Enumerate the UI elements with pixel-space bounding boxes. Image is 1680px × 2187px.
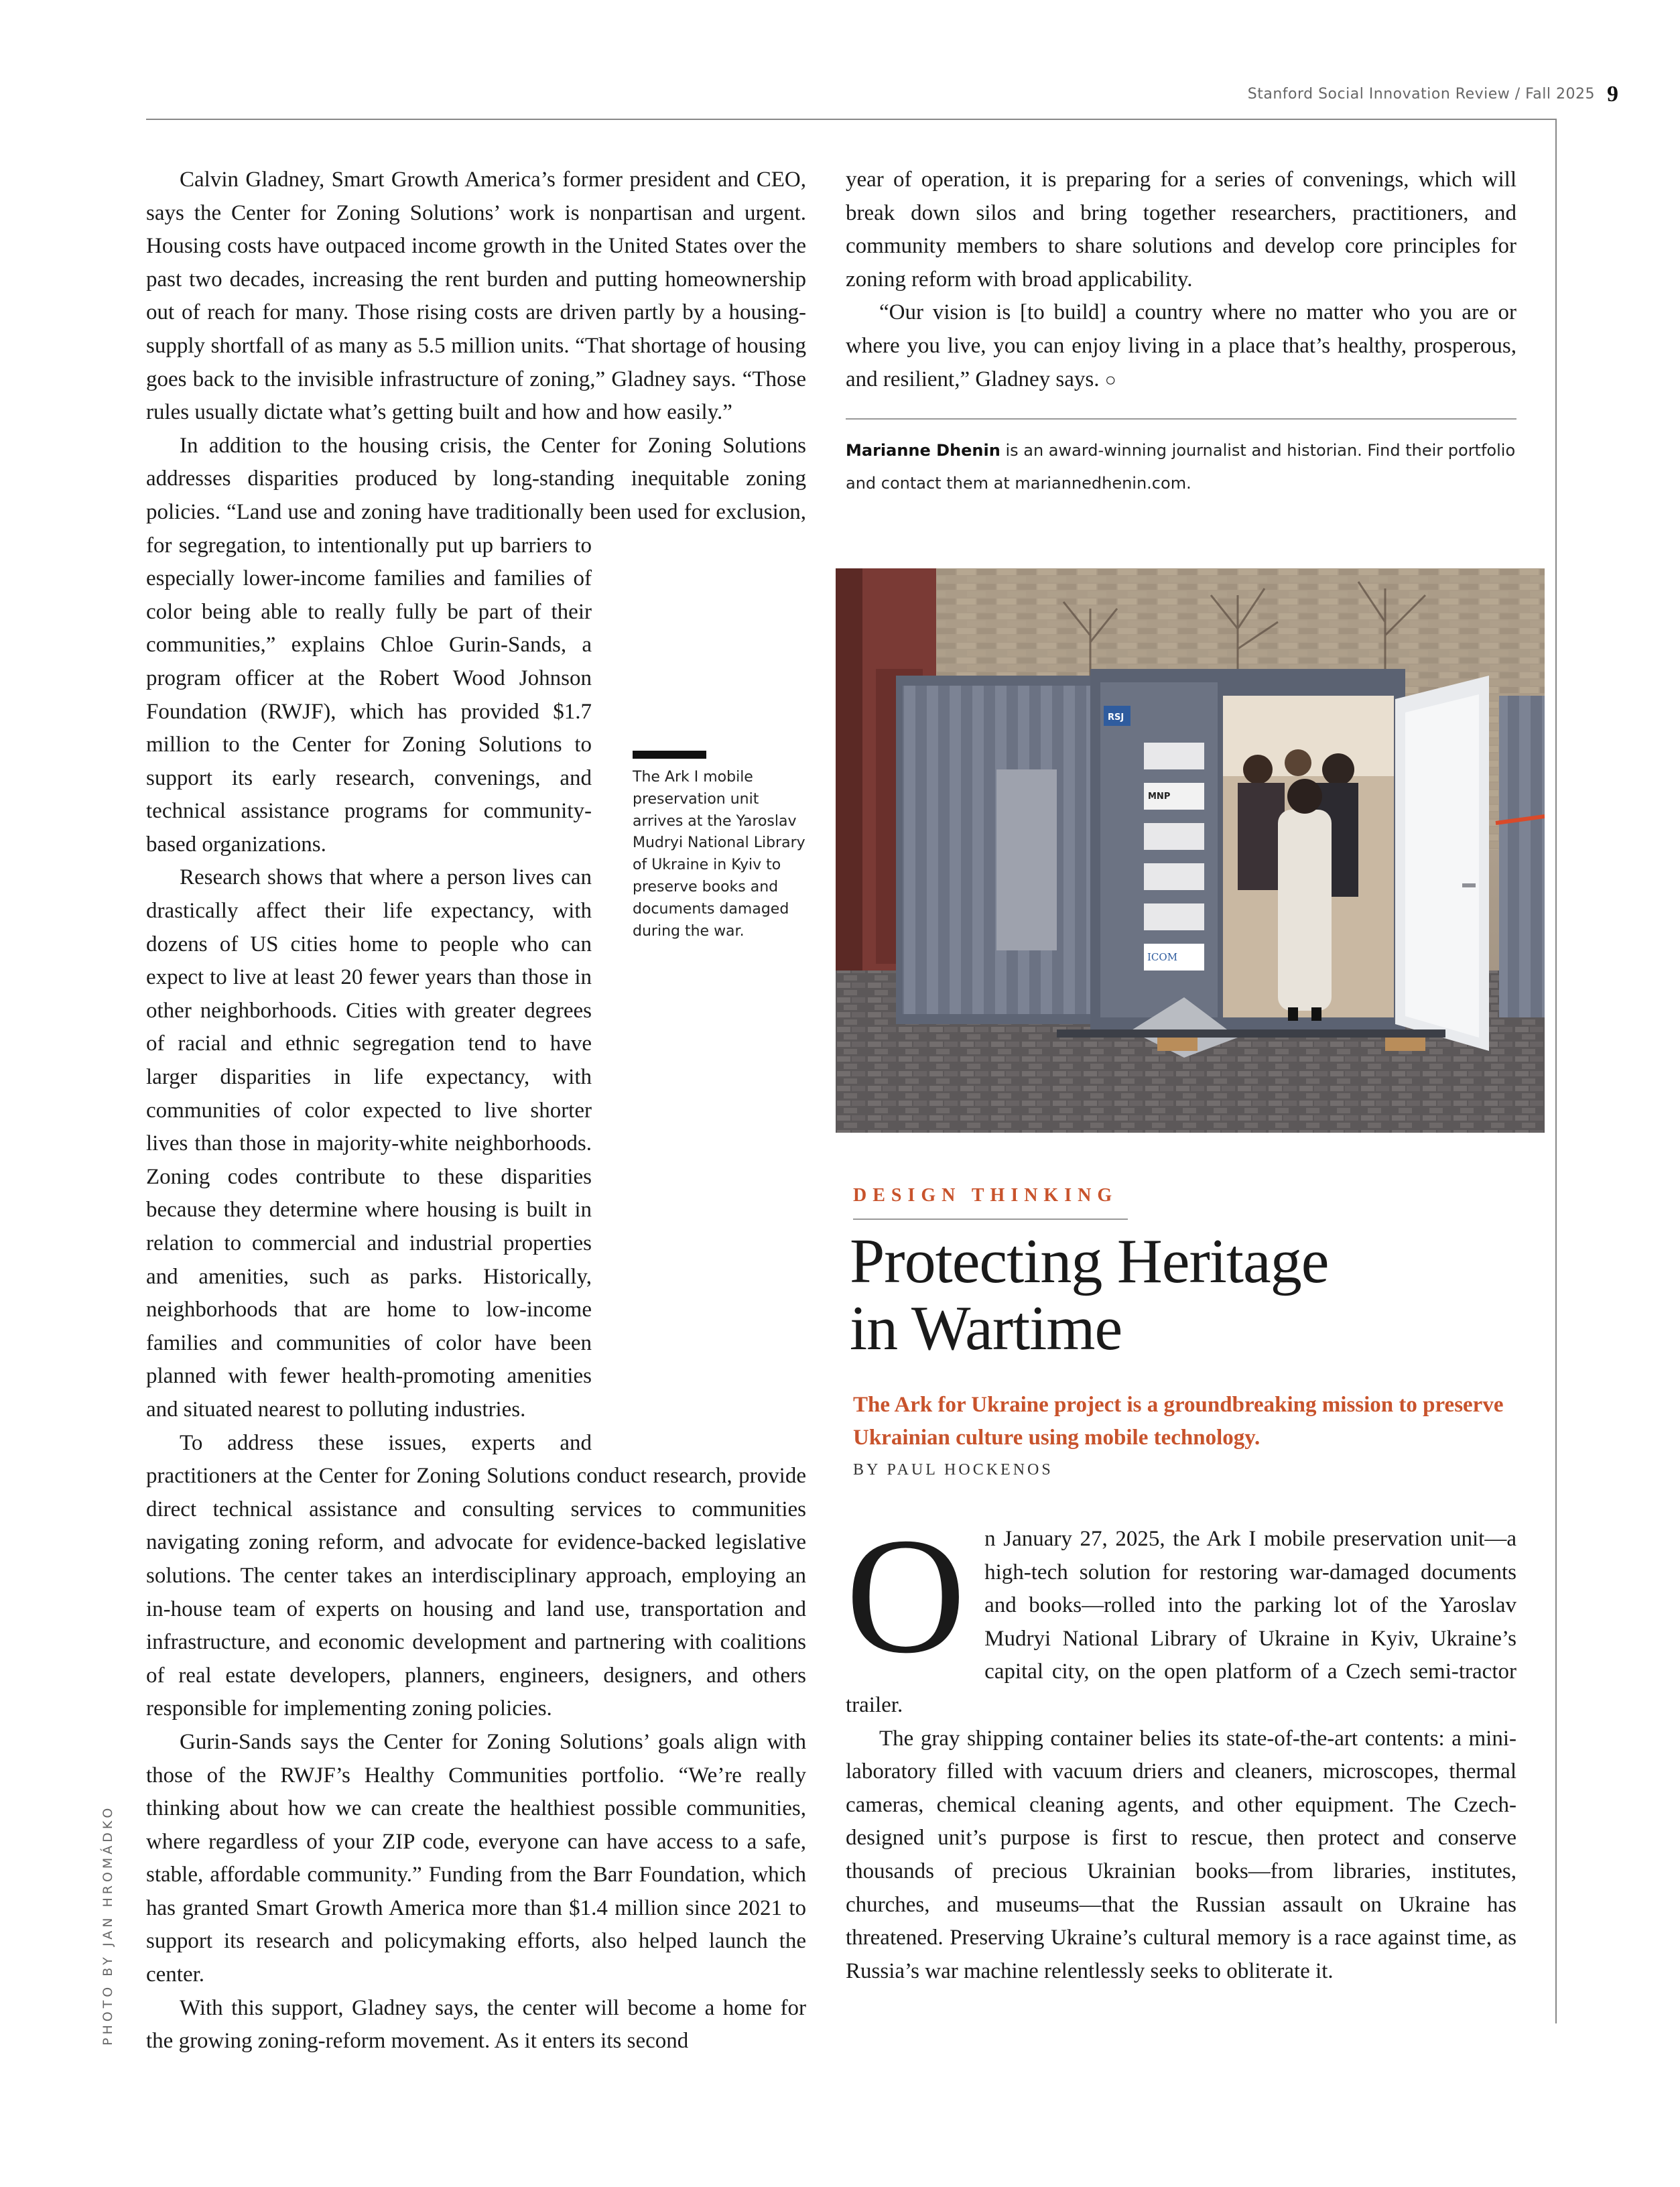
- end-mark-icon: ○: [1104, 369, 1116, 391]
- page-number: 9: [1607, 82, 1618, 107]
- headline-line: in Wartime: [850, 1294, 1122, 1363]
- first-paragraph-text: n January 27, 2025, the Ark I mobile preservation unit—a high-tech solution for restoring war-damaged documents and books—rolled into the parking lot of the Yaroslav Mudryi National Library of Ukraine in Kyiv, Ukraine’s capital city, on the open platform of a Czech semi-tractor trailer.: [846, 1527, 1516, 1717]
- article-dek: The Ark for Ukraine project is a groundbreaking mission to preserve Ukrainian culture using mobile technology.: [853, 1393, 1504, 1450]
- body-paragraph: With this support, Gladney says, the center will become a home for the growing zoning-reform movement. As it enters its second: [146, 1995, 806, 2054]
- bio-text: is an award-winning journalist and historian. Find their portfolio and contact them at mariannedhenin.com.: [846, 441, 1516, 493]
- caption-text: The Ark I mobile preservation unit arrives at the Yaroslav Mudryi National Library of Ukraine in Kyiv to preserve books and documents damaged during the war.: [633, 769, 805, 940]
- body-paragraph: The gray shipping container belies its state-of-the-art contents: a mini-laboratory filled with vacuum driers and cleaners, microscopes, thermal cameras, chemical cleaning agents, and other equipment. The Czech-designed unit’s purpose is first to rescue, then protect and conserve thousands of precious Ukrainian books—from libraries, institutes, churches, and museums—that the Russian assault on Ukraine has threatened. Preserving Ukraine’s cultural memory is a race against time, as Russia’s war machine relentlessly seeks to obliterate it.: [846, 1726, 1516, 1983]
- icom-label: ICOM: [1147, 951, 1178, 963]
- photo-caption: [633, 751, 814, 942]
- body-paragraph: In addition to the housing crisis, the Center for Zoning Solutions addresses disparities produced by long-standing inequitable zoning policies. “Land use and zoning have traditionally been used for exclusion, for segregation, to intentionally put up barriers to especially lower-income families and families of color being able to really fully be part of their communities,” explains Chloe Gurin-Sands, a program officer at the Robert Wood Johnson Foundation (RWJF), which has provided $1.7 million to the Center for Zoning Solutions to support its early research, convenings, and technical assistance programs for community-based organizations.: [146, 433, 806, 857]
- article-body: [846, 1503, 1516, 1988]
- right-margin-rule: [1555, 119, 1557, 2023]
- caption-bar: [633, 751, 706, 759]
- body-paragraph-text: “Our vision is [to build] a country where no matter who you are or where you live, you can enjoy living in a place that’s healthy, prosperous, and resilient,” Gladney says.: [846, 300, 1516, 391]
- photo-credit: PHOTO BY JAN HROMÁDKO: [101, 1804, 115, 2046]
- ark-container-photo: [836, 568, 1545, 1133]
- author-bio: [846, 434, 1516, 500]
- body-paragraph: [846, 1503, 1516, 1723]
- byline: BY PAUL HOCKENOS: [853, 1461, 1053, 1479]
- body-paragraph: year of operation, it is preparing for a series of convenings, which will break down silos and bring together researchers, practitioners, and community members to share solutions and develop core principles for zoning reform with broad applicability.: [846, 168, 1516, 292]
- headline-line: Protecting Heritage: [850, 1227, 1329, 1296]
- article-headline: [850, 1228, 1553, 1362]
- body-paragraph: Calvin Gladney, Smart Growth America’s former president and CEO, says the Center for Zoning Solutions’ work is nonpartisan and urgent. Housing costs have outpaced income growth in the United States over the past two decades, increasing the rent burden and putting homeownership out of reach for many. Those rising costs are driven partly by a housing-supply shortfall of as many as 5.5 million units. “That shortage of housing goes back to the invisible infrastructure of zoning,” Gladney says. “Those rules usually dictate what’s getting built and how and how easily.”: [146, 168, 806, 425]
- drop-cap: O: [846, 1503, 966, 1688]
- body-paragraph: Gurin-Sands says the Center for Zoning Solutions’ goals align with those of the RWJF’s Healthy Communities portfolio. “We’re really thinking about how we can create the healthiest possible communities, where regardless of your ZIP code, everyone can have access to a safe, stable, affordable community.” Funding from the Barr Foundation, which has granted Smart Growth America more than $1.4 million since 2021 to support its research and policymaking efforts, also helped launch the center.: [146, 1729, 806, 1987]
- mnp-label: MNP: [1148, 792, 1171, 802]
- section-rule: [853, 1219, 1128, 1220]
- left-column: [146, 164, 806, 2058]
- body-paragraph: [846, 296, 1516, 397]
- caption-inset-area: [592, 549, 806, 1437]
- body-paragraph: To address these issues, experts and practitioners at the Center for Zoning Solutions conduct research, provide direct technical assistance and consulting services to communities navigating zoning reform, and advocate for evidence-backed legislative solutions. The center takes an interdisciplinary approach, employing an in-house team of experts on housing and land use, transportation and infrastructure, and economic development and partnering with coalitions of real estate developers, planners, engineers, designers, and others responsible for implementing zoning policies.: [146, 1430, 806, 1721]
- bio-name: Marianne Dhenin: [846, 441, 1000, 460]
- section-label: DESIGN THINKING: [853, 1185, 1118, 1206]
- bio-rule: [846, 418, 1516, 420]
- right-column-top: [846, 164, 1516, 397]
- rsj-label: RSJ: [1108, 712, 1124, 723]
- body-paragraph: Research shows that where a person lives can drastically affect their life expectancy, with dozens of US cities home to people who can expect to live at least 20 fewer years than those in other neighborhoods. Cities with greater degrees of racial and ethnic segregation tend to have larger disparities in life expectancy, with communities of color expected to live shorter lives than those in majority-white neighborhoods. Zoning codes contribute to these disparities because they determine where housing is built in relation to commercial and industrial properties and amenities, such as parks. Historically, neighborhoods that are home to low-income families and communities of color have been planned with fewer health-promoting amenities and situated nearest to polluting industries.: [146, 865, 592, 1422]
- running-head: Stanford Social Innovation Review / Fall 2025: [1247, 86, 1595, 103]
- header-rule: [146, 119, 1557, 120]
